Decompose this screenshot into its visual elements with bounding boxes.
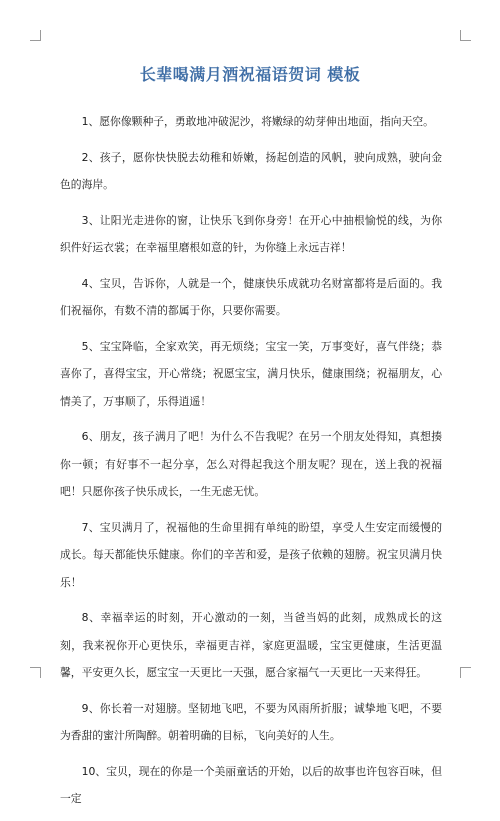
paragraph-7: 7、宝贝满月了，祝福他的生命里拥有单纯的盼望，享受人生安定而缓慢的成长。每天都能快乐健康。你们的辛苦和爱，是孩子依赖的翅膀。祝宝贝满月快乐！ xyxy=(60,520,442,589)
paragraph-1: 1、愿你像颗种子，勇敢地冲破泥沙，将嫩绿的幼芽伸出地面，指向天空。 xyxy=(81,115,434,128)
crop-mark-top-right xyxy=(460,30,471,41)
paragraph-3: 3、让阳光走进你的窗，让快乐飞到你身旁！在开心中抽根愉悦的线，为你织件好运衣裳；在幸福里磨根如意的针，为你缝上永远吉祥！ xyxy=(60,213,442,254)
paragraph-4: 4、宝贝，告诉你，人就是一个，健康快乐成就功名财富都将是后面的。我们祝福你，有数不清的都属于你，只要你需要。 xyxy=(60,276,442,317)
paragraph-10: 10、宝贝，现在的你是一个美丽童话的开始，以后的故事也许包容百味，但一定 xyxy=(60,764,442,805)
paragraph-2: 2、孩子，愿你快快脱去幼稚和娇嫩，扬起创造的风帆，驶向成熟，驶向金色的海岸。 xyxy=(60,150,442,191)
paragraph-6: 6、朋友，孩子满月了吧！为什么不告我呢？在另一个朋友处得知，真想揍你一顿；有好事不一起分享，怎么对得起我这个朋友呢？现在，送上我的祝福吧！只愿你孩子快乐成长，一生无虑无忧。 xyxy=(60,430,442,498)
paragraph-8: 8、幸福幸运的时刻，开心激动的一刻，当爸当妈的此刻，成熟成长的这刻，我来祝你开心更快乐，幸福更吉祥，家庭更温暖，宝宝更健康，生活更温馨，平安更久长，愿宝宝一天更比一天强，愿合家福气一天更比一天来得狂。 xyxy=(60,611,442,679)
crop-mark-top-left xyxy=(30,30,41,41)
paragraph-5: 5、宝宝降临，全家欢笑，再无烦绕；宝宝一笑，万事变好，喜气伴绕；恭喜你了，喜得宝宝，开心常绕；祝愿宝宝，满月快乐，健康围绕；祝福朋友，心情美了，万事顺了，乐得逍遥！ xyxy=(60,339,442,408)
paragraph-9: 9、你长着一对翅膀。坚韧地飞吧，不要为风雨所折服；诚挚地飞吧，不要为香甜的蜜汁所陶醉。朝着明确的目标，飞向美好的人生。 xyxy=(60,701,442,742)
document-body xyxy=(60,108,442,821)
crop-mark-bottom-right xyxy=(460,667,471,678)
crop-mark-bottom-left xyxy=(30,667,41,678)
document-title: 长辈喝满月酒祝福语贺词 模板 xyxy=(139,65,361,84)
